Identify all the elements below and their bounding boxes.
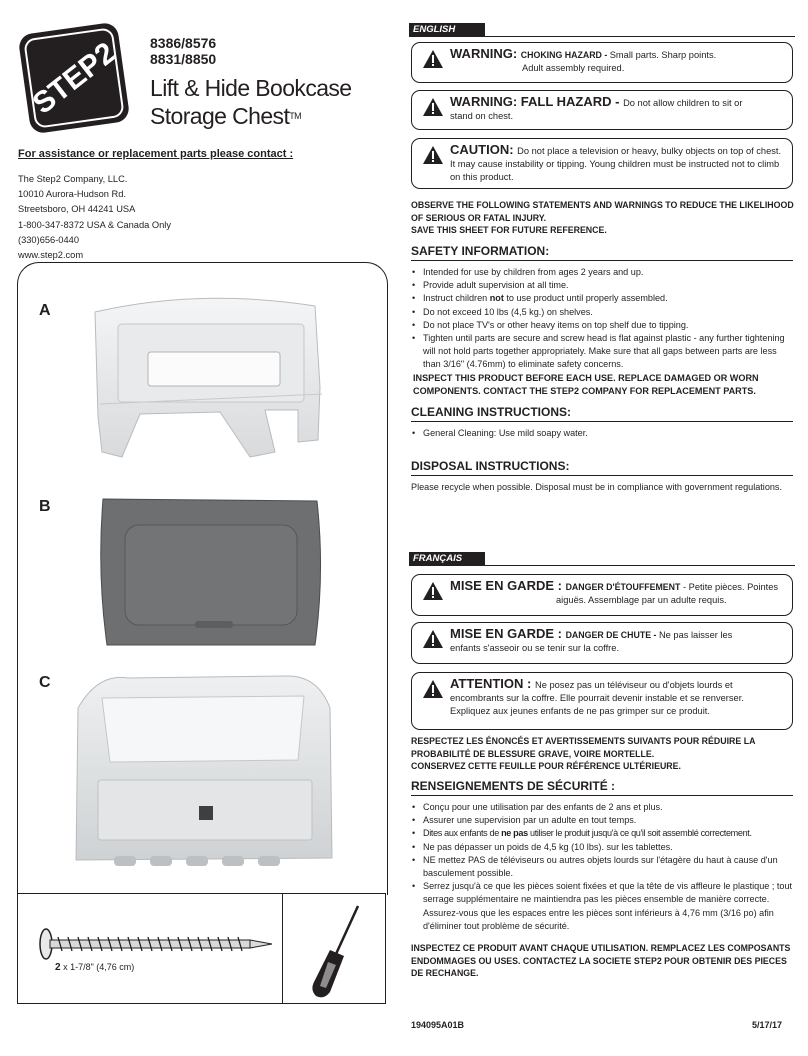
english-rule — [409, 36, 795, 37]
observe-text: RESPECTEZ LES ÉNONCÉS ET AVERTISSEMENTS SUIVANTS POUR RÉDUIRE LA PROBABILITÉ DE BLESSURE GRAVE, VOIRE MORTELLE. — [411, 736, 756, 759]
choking-warning-box — [411, 42, 793, 83]
warning-text: - Petite pièces. Pointes — [680, 582, 779, 592]
french-choking-warning-box — [411, 574, 793, 616]
warning-text: stand on chest. — [450, 111, 514, 121]
observe-text: OBSERVE THE FOLLOWING STATEMENTS AND WARNINGS TO REDUCE THE LIKELIHOOD OF SERIOUS OR FATAL INJURY. — [411, 200, 794, 223]
logo-text: STEP2 — [26, 36, 122, 121]
list-item: • Conçu pour une utilisation par des enfants de 2 ans et plus. — [411, 801, 795, 814]
contact-phone: 1-800-347-8372 USA & Canada Only — [18, 219, 171, 230]
list-item: • Assurer une supervision par un adulte en tout temps. — [411, 814, 795, 827]
caution-text: Ne posez pas un téléviseur ou d'objets lourds et encombrants sur la coffre. Elle pourrait devenir instable et se renverser. Expliquez aux jeunes enfants de ne pas grimper sur ce produit. — [450, 680, 744, 716]
step2-logo — [18, 22, 130, 134]
product-title — [150, 74, 352, 130]
warning-triangle-icon — [422, 145, 444, 165]
contact-info — [18, 172, 171, 263]
warning-triangle-icon — [422, 49, 444, 69]
list-item: • Instruct children not to use product until properly assembled. — [411, 292, 795, 305]
french-inspect-statement: INSPECTEZ CE PRODUIT AVANT CHAQUE UTILISATION. REMPLACEZ LES COMPOSANTS ENDOMMAGES OU USES. CONTACTEZ LA SOCIETE STEP2 POUR OBTENIR DES PIECES DE RECHANGE. — [411, 943, 791, 978]
warning-text: Do not allow children to sit or — [623, 98, 743, 108]
warning-text: enfants s'asseoir ou se tenir sur la coffre. — [450, 643, 620, 653]
caution-text: Do not place a television or heavy, bulky objects on top of chest. It may cause instability or tipping. Young children must be instructed not to climb on this product. — [450, 146, 782, 182]
contact-website[interactable]: www.step2.com — [18, 250, 84, 261]
caution-box — [411, 138, 793, 189]
warning-text: Small parts. Sharp points. — [609, 50, 717, 60]
screw-size: x 1-7/8" (4,76 cm) — [60, 962, 135, 972]
warning-text: aiguës. Assemblage par un adulte requis. — [556, 595, 727, 605]
screwdriver-icon — [300, 902, 370, 1002]
save-sheet-text: CONSERVEZ CETTE FEUILLE POUR RÉFÉRENCE ULTÉRIEURE. — [411, 761, 681, 771]
french-tab: FRANÇAIS — [409, 552, 485, 566]
contact-phone: (330)656-0440 — [18, 234, 79, 245]
part-a-label: A — [39, 302, 51, 319]
warning-label: WARNING: — [450, 46, 521, 61]
model-numbers — [150, 35, 216, 67]
list-item: • Do not exceed 10 lbs (4,5 kg.) on shelves. — [411, 306, 795, 319]
choking-hazard-label: DANGER D'ÉTOUFFEMENT — [565, 582, 681, 592]
choking-hazard-label: CHOKING HAZARD - — [520, 50, 610, 60]
model-line-1: 8386/8576 — [150, 35, 217, 51]
contact-line: The Step2 Company, LLC. — [18, 174, 128, 184]
contact-line: Streetsboro, OH 44241 USA — [18, 204, 136, 215]
french-caution-box — [411, 672, 793, 730]
list-item: • Ne pas dépasser un poids de 4,5 kg (10 lbs). sur les tablettes. — [411, 841, 795, 854]
list-item: • Intended for use by children from ages 2 years and up. — [411, 266, 795, 279]
list-item: • Provide adult supervision at all time. — [411, 279, 795, 292]
warning-text: Adult assembly required. — [522, 63, 625, 73]
hardware-divider — [282, 893, 283, 1004]
model-line-2: 8831/8850 — [150, 51, 217, 67]
warning-triangle-icon — [422, 679, 444, 699]
observe-statement — [411, 199, 795, 237]
fall-hazard-label: DANGER DE CHUTE - — [565, 630, 659, 640]
warning-label: MISE EN GARDE : — [450, 578, 566, 593]
fall-warning-box — [411, 90, 793, 130]
disposal-text: Please recycle when possible. Disposal must be in compliance with government regulations. — [411, 482, 783, 492]
warning-text: Ne pas laisser les — [658, 630, 733, 640]
assistance-heading: For assistance or replacement parts please contact : — [18, 148, 294, 160]
list-item: • Tighten until parts are secure and screw head is flat against plastic - any further tightening will not hold parts together appropriately. Make sure that all gaps between parts are less than 3/16" (4.76mm) to eliminate safety concerns. — [411, 332, 795, 372]
safety-list — [411, 266, 795, 398]
contact-line: 10010 Aurora-Hudson Rd. — [18, 189, 127, 200]
title-line-2: Storage Chest — [150, 103, 290, 129]
trademark: TM — [289, 111, 302, 121]
part-a-bookcase-image — [80, 292, 340, 478]
warning-label: MISE EN GARDE : — [450, 626, 566, 641]
list-item: • Do not place TV's or other heavy items on top shelf due to tipping. — [411, 319, 795, 332]
cleaning-list — [411, 427, 795, 440]
disposal-heading: DISPOSAL INSTRUCTIONS: — [411, 459, 793, 476]
document-code: 194095A01B — [411, 1020, 465, 1030]
french-safety-list — [411, 801, 795, 933]
french-safety-heading: RENSEIGNEMENTS DE SÉCURITÉ : — [411, 779, 793, 796]
title-line-1: Lift & Hide Bookcase — [150, 75, 352, 101]
attention-label: ATTENTION : — [450, 676, 535, 691]
list-item: • Serrez jusqu'à ce que les pièces soient fixées et que la tête de vis affleure le plastique ; tout serrage supplémentaire ne maintiendra pas les pièces ensemble de manière correcte. Assurez-vous que les espaces entre les pièces sont inférieurs à 4,76 mm (3/16 po) afin d'éliminer tout problème de sécurité. — [411, 880, 795, 933]
list-item: • Dites aux enfants de ne pas utiliser le produit jusqu'à ce qu'il soit assemblé correctement. — [411, 827, 795, 840]
french-observe-statement — [411, 735, 795, 773]
warning-triangle-icon — [422, 581, 444, 601]
warning-triangle-icon — [422, 629, 444, 649]
inspect-statement: INSPECT THIS PRODUCT BEFORE EACH USE. REPLACE DAMAGED OR WORN COMPONENTS. CONTACT THE STEP2 COMPANY FOR REPLACEMENT PARTS. — [413, 372, 759, 396]
safety-heading: SAFETY INFORMATION: — [411, 244, 793, 261]
screw-qty: 2 — [55, 962, 61, 973]
list-item: • General Cleaning: Use mild soapy water. — [411, 427, 795, 440]
list-item: • NE mettez PAS de téléviseurs ou autres objets lourds sur l'étagère du haut à cause d'un basculement possible. — [411, 854, 795, 880]
french-fall-warning-box — [411, 622, 793, 664]
part-b-label: B — [39, 498, 51, 515]
document-date: 5/17/17 — [752, 1020, 783, 1030]
english-tab: ENGLISH — [409, 23, 485, 37]
part-c-label: C — [39, 674, 51, 691]
part-b-lid-image — [95, 495, 327, 651]
screw-icon — [36, 926, 276, 962]
french-rule — [409, 565, 795, 566]
screw-quantity — [55, 962, 134, 973]
warning-triangle-icon — [422, 97, 444, 117]
caution-label: CAUTION: — [450, 142, 518, 157]
save-sheet-text: SAVE THIS SHEET FOR FUTURE REFERENCE. — [411, 225, 607, 235]
fall-hazard-label: WARNING: FALL HAZARD - — [450, 94, 624, 109]
part-c-chest-image — [68, 668, 340, 878]
cleaning-heading: CLEANING INSTRUCTIONS: — [411, 405, 793, 422]
